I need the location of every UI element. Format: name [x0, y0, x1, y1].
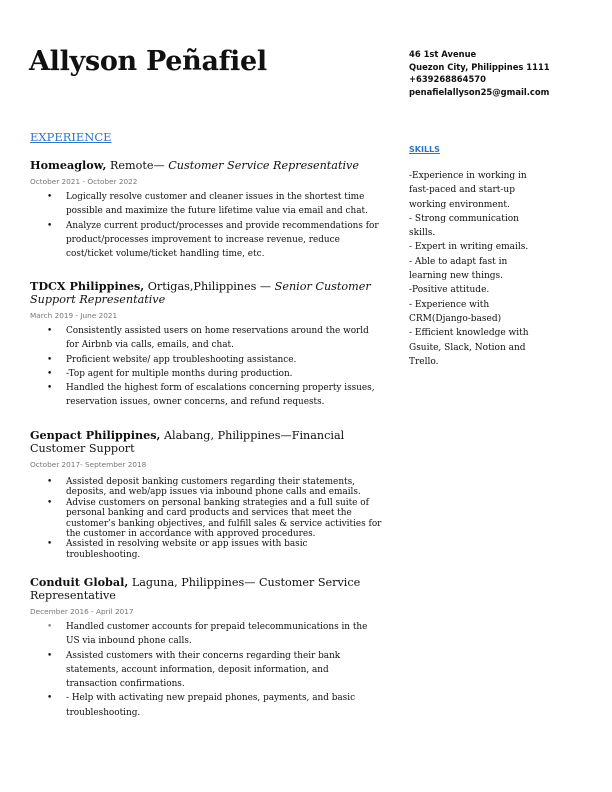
address-line: 46 1st Avenue [409, 49, 477, 59]
location: Laguna, Philippines— [128, 576, 259, 589]
job-heading [30, 280, 382, 306]
job-heading [30, 429, 382, 455]
bullet-item: • Logically resolve customer and cleaner issues in the shortest time possible and maximize the future lifetime value via email and chat. [47, 192, 368, 217]
company: Genpact Philippines, [30, 428, 161, 442]
experience-heading: EXPERIENCE [30, 130, 112, 144]
skills-heading: SKILLS [409, 145, 440, 154]
location: Ortigas,Philippines — [144, 280, 275, 293]
skill-item: -Positive attitude. [409, 285, 490, 296]
job-title: Customer Service Representative [168, 159, 359, 172]
skill-item: - Able to adapt fast in learning new things. [409, 256, 508, 282]
company: Homeaglow, [30, 158, 107, 172]
job-title: Senior Customer Support Representative [30, 280, 371, 306]
bullet-item: • Handled the highest form of escalations concerning property issues, reservation issues, owner concerns, and refund requests. [47, 383, 375, 408]
job-conduit [30, 576, 382, 720]
job-dates: March 2019 - June 2021 [30, 311, 118, 320]
skill-item: -Experience in working in fast-paced and start-up working environment. [409, 171, 527, 210]
job-homeaglow [30, 159, 382, 261]
job-heading [30, 576, 382, 602]
bullet-item: • Consistently assisted users on home reservations around the world for Airbnb via calls, emails, and chat. [47, 326, 369, 351]
city-line: Quezon City, Philippines 1111 [409, 61, 550, 72]
location: Remote— [106, 159, 169, 172]
phone: +639268864570 [409, 74, 486, 85]
company: TDCX Philippines, [30, 279, 145, 293]
company: Conduit Global, [30, 575, 129, 589]
job-title: Customer Service Representative [30, 576, 361, 602]
skill-item: - Strong communication skills. [409, 213, 519, 239]
bullet-item: • Assisted deposit banking customers regarding their statements, deposits, and web/app issues via inbound phone calls and emails. [47, 477, 361, 498]
job-dates: December 2016 - April 2017 [30, 607, 134, 616]
bullet-item: • - Help with activating new prepaid phones, payments, and basic troubleshooting. [47, 693, 356, 718]
email[interactable]: penafielallyson25@gmail.com [409, 86, 550, 97]
bullet-item: • Advise customers on personal banking strategies and a full suite of personal banking and card products and services that meet the customer’s banking objectives, and fulfill sales & service activities for the customer in accordance with approved procedures. [47, 497, 382, 540]
job-tdcx [30, 280, 382, 410]
bullet-item: • Assisted in resolving website or app issues with basic troubleshooting. [47, 539, 308, 560]
skill-item: - Expert in writing emails. [409, 242, 529, 253]
bullet-item: • -Top agent for multiple months during production. [47, 368, 293, 379]
skill-item: - Experience with CRM(Django-based) [409, 299, 502, 324]
job-title: Financial Customer Support [30, 429, 345, 455]
job-heading [30, 159, 382, 172]
contact-block [409, 48, 550, 98]
skill-item: - Efficient knowledge with Gsuite, Slack, Notion and Trello. [409, 328, 529, 367]
bullet-item: • Analyze current product/processes and provide recommendations for product/processes improvement to increase revenue, reduce cost/ticket volume/ticket handling time, etc. [47, 220, 379, 260]
skills-list [409, 169, 539, 369]
bullet-item: • Assisted customers with their concerns regarding their bank statements, account information, deposit information, and transaction confirmations. [47, 650, 341, 690]
bullet-item: • Handled customer accounts for prepaid telecommunications in the US via inbound phone calls. [47, 622, 368, 647]
job-dates: October 2021 - October 2022 [30, 177, 138, 186]
job-genpact [30, 429, 382, 560]
bullet-item: • Proficient website/ app troubleshooting assistance. [47, 354, 297, 365]
location: Alabang, Philippines— [160, 429, 292, 442]
job-dates: October 2017- September 2018 [30, 460, 147, 469]
candidate-name: Allyson Peñafiel [29, 46, 267, 77]
